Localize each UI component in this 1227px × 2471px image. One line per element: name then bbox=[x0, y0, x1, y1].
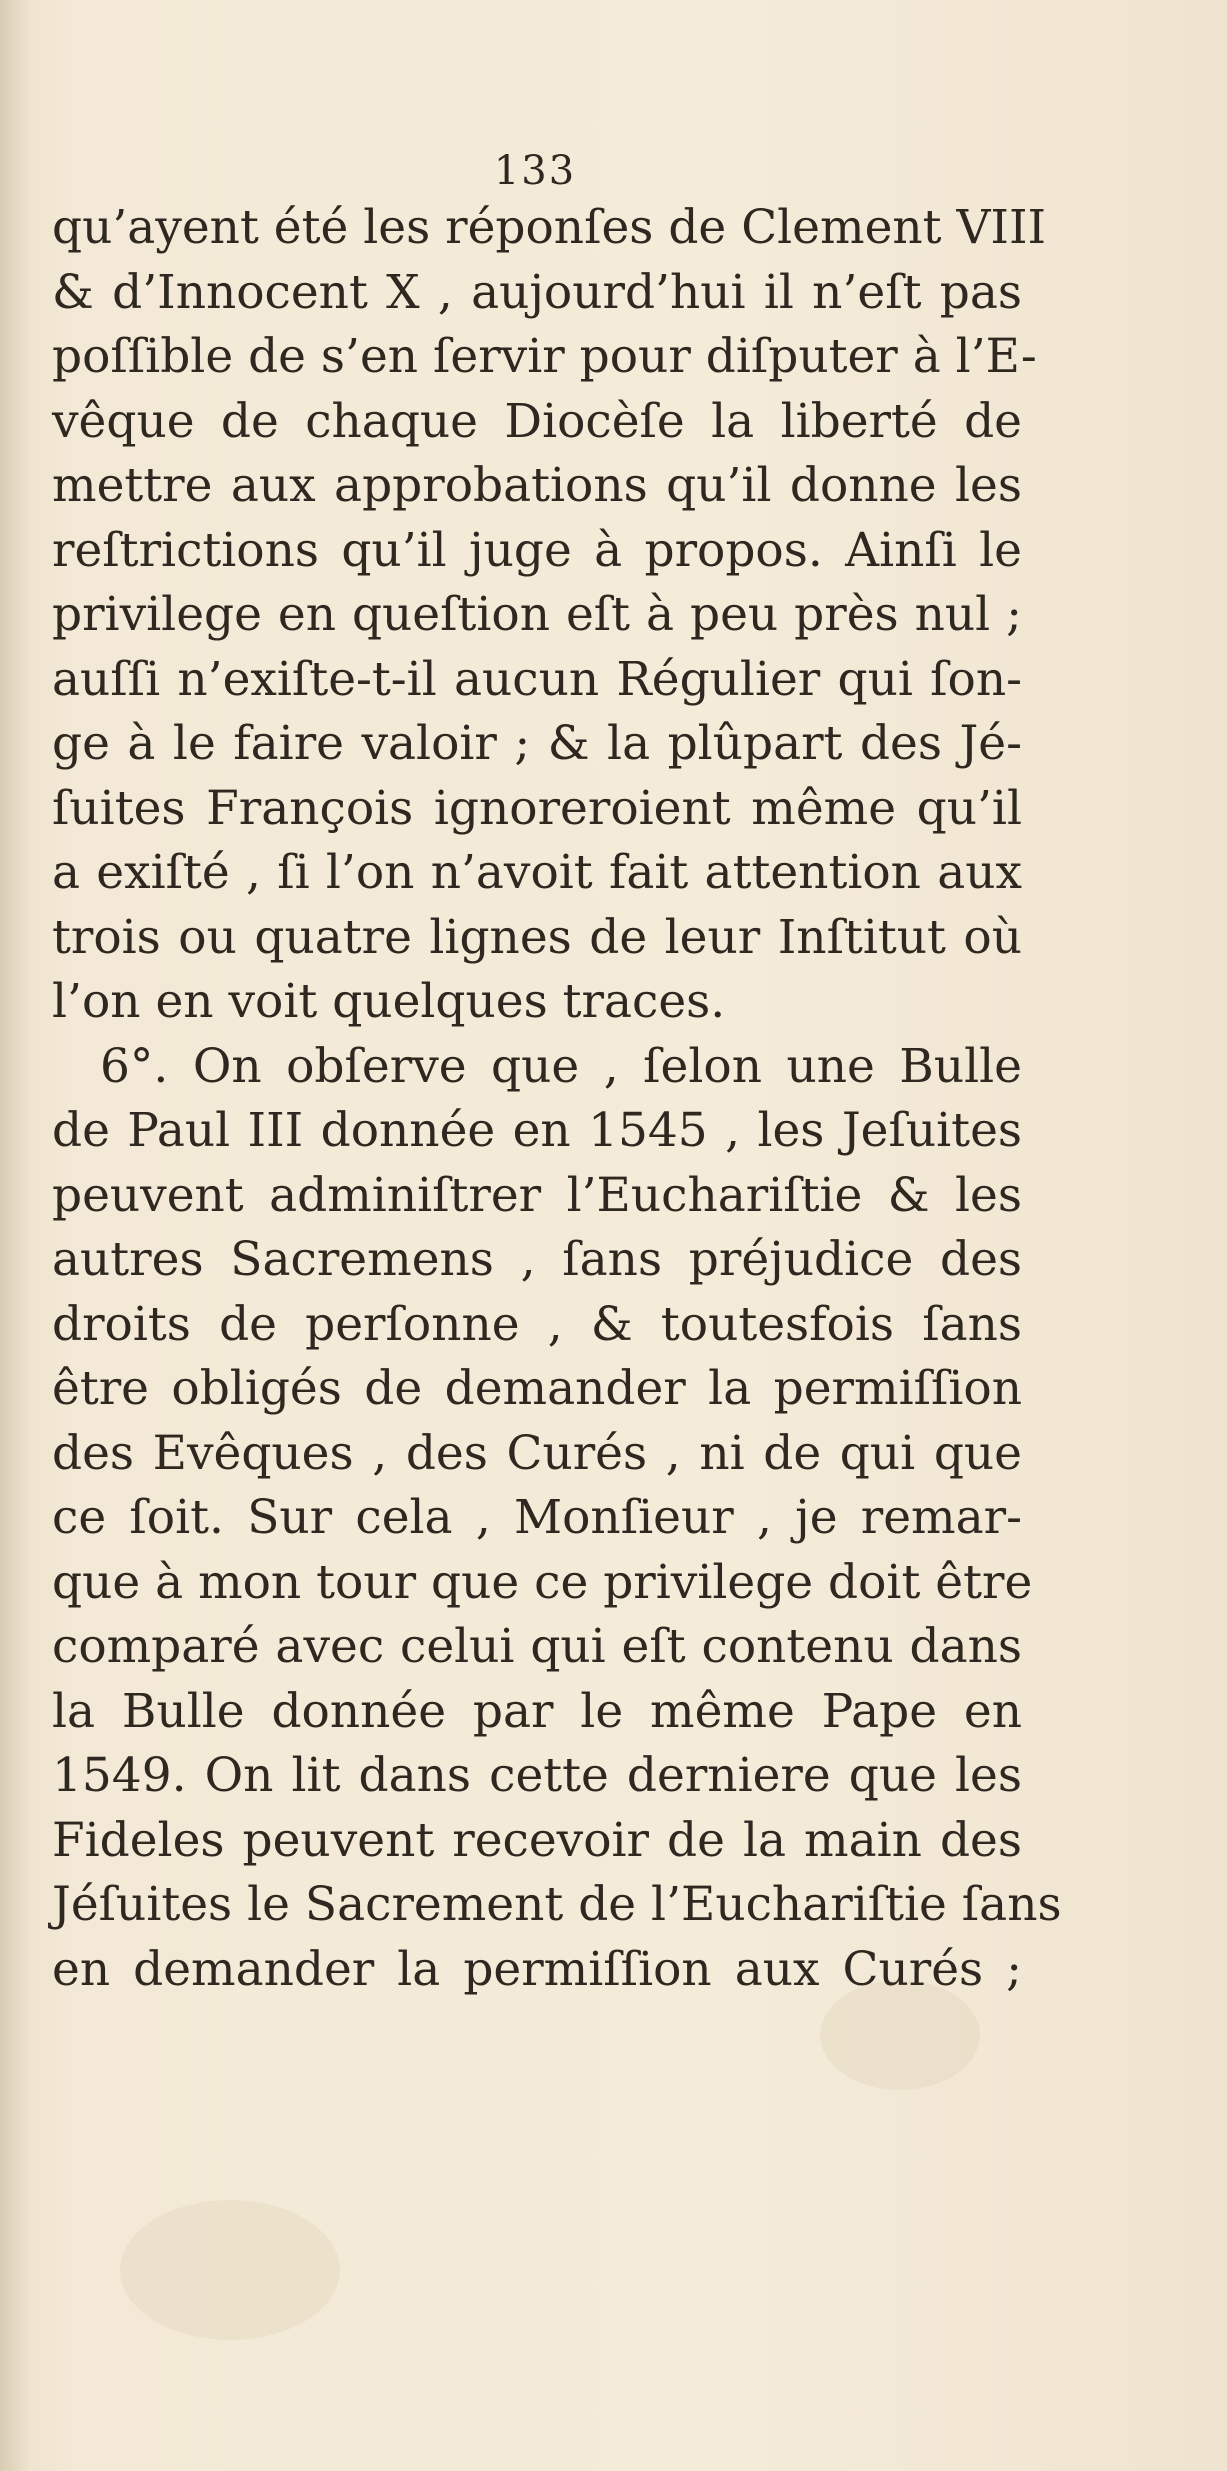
text-line: autres Sacremens , ſans préjudice des bbox=[52, 1232, 1022, 1287]
text-line: être obligés de demander la permiſſion bbox=[52, 1361, 1022, 1416]
text-line: vêque de chaque Diocèſe la liberté de bbox=[52, 393, 1022, 449]
text-line: comparé avec celui qui eſt contenu dans bbox=[52, 1619, 1022, 1674]
text-line: auſſi n’exiſte-t-il aucun Régulier qui ſon- bbox=[52, 651, 1022, 707]
text-line: droits de perſonne , & toutesfois ſans bbox=[52, 1296, 1022, 1352]
body-text bbox=[52, 196, 1062, 2002]
text-line: ge à le faire valoir ; & la plûpart des Jé- bbox=[52, 716, 1022, 771]
text-line: de Paul III donnée en 1545 , les Jeſuites bbox=[52, 1103, 1022, 1158]
text-line: ce ſoit. Sur cela , Monſieur , je remar- bbox=[52, 1490, 1022, 1545]
text-line: 1549. On lit dans cette derniere que les bbox=[52, 1748, 1022, 1803]
text-line: poſſible de s’en ſervir pour diſputer à l’E- bbox=[52, 329, 1037, 384]
text-line: ſuites François ignoreroient même qu’il bbox=[52, 780, 1022, 836]
text-line: en demander la permiſſion aux Curés ; bbox=[52, 1941, 1022, 1997]
text-line: trois ou quatre lignes de leur Inſtitut où bbox=[52, 909, 1022, 965]
text-line: que à mon tour que ce privilege doit être bbox=[52, 1554, 1033, 1610]
text-line: Fideles peuvent recevoir de la main des bbox=[52, 1812, 1022, 1868]
text-line: mettre aux approbations qu’il donne les bbox=[52, 458, 1022, 513]
text-line: des Evêques , des Curés , ni de qui que bbox=[52, 1425, 1022, 1481]
text-line: l’on en voit quelques traces. bbox=[52, 974, 726, 1029]
text-line: privilege en queſtion eſt à peu près nul ; bbox=[52, 587, 1022, 642]
text-line: & d’Innocent X , aujourd’hui il n’eſt pas bbox=[52, 264, 1022, 320]
text-line: a exiſté , ſi l’on n’avoit fait attention aux bbox=[52, 845, 1022, 900]
text-line: la Bulle donnée par le même Pape en bbox=[52, 1683, 1022, 1739]
paper-stain bbox=[120, 2200, 340, 2340]
text-line: qu’ayent été les réponſes de Clement VIII bbox=[52, 200, 1047, 255]
text-line: reſtrictions qu’il juge à propos. Ainſi le bbox=[52, 522, 1022, 578]
text-line: 6°. On obſerve que , ſelon une Bulle bbox=[100, 1038, 1022, 1094]
page-gutter-shadow bbox=[0, 0, 30, 2471]
text-line: peuvent adminiſtrer l’Euchariſtie & les bbox=[52, 1167, 1022, 1223]
text-line: Jéſuites le Sacrement de l’Euchariſtie ſans bbox=[52, 1877, 1062, 1932]
page-number: 133 bbox=[493, 148, 577, 194]
